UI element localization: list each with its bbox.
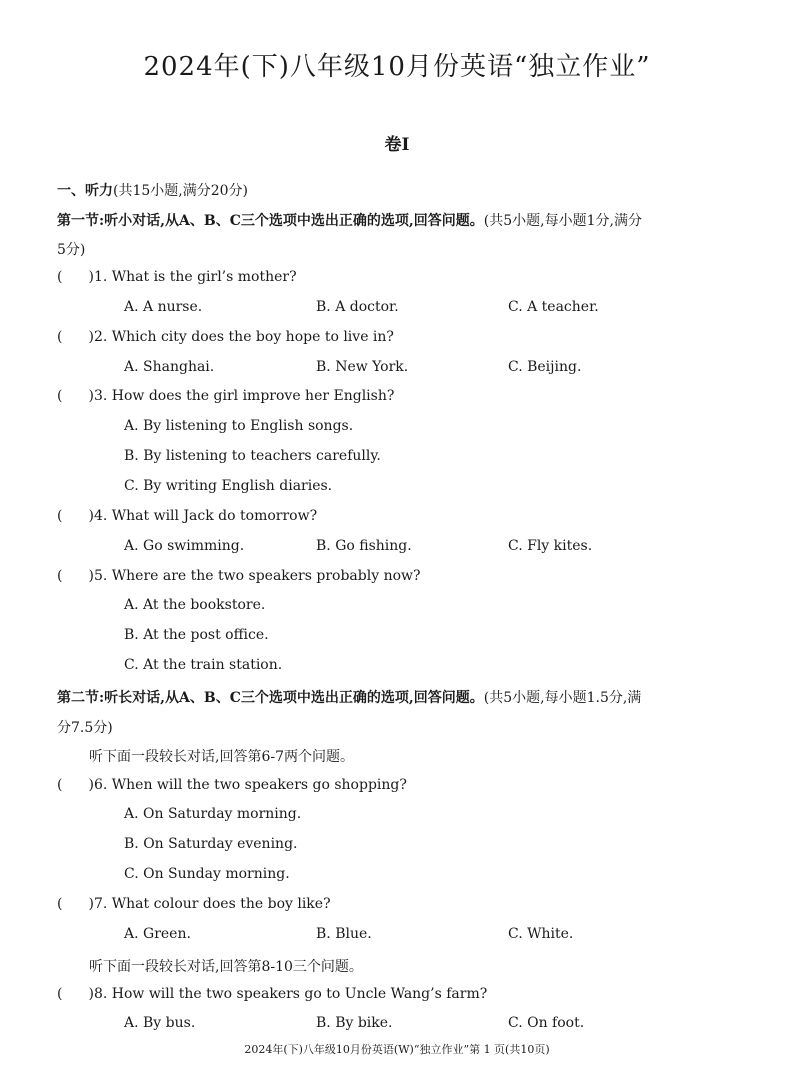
option-c: C. On foot. xyxy=(508,1015,585,1031)
question-number: 3. xyxy=(93,388,108,404)
question-number: 5. xyxy=(93,568,108,584)
option-c: C. At the train station. xyxy=(124,657,283,673)
option-c: C. A teacher. xyxy=(508,299,599,315)
answer-blank-close: ) xyxy=(88,508,94,524)
answer-blank-close: ) xyxy=(88,329,94,345)
part1-note-cont: 5分) xyxy=(57,242,86,258)
option-b: B. At the post office. xyxy=(124,627,269,643)
option-b: B. On Saturday evening. xyxy=(124,836,298,852)
option-c: C. Fly kites. xyxy=(508,538,593,554)
option-b: B. A doctor. xyxy=(316,299,399,315)
option-a: A. Shanghai. xyxy=(124,359,215,375)
option-b: B. Blue. xyxy=(316,926,372,942)
option-a: A. On Saturday morning. xyxy=(124,806,302,822)
option-a: A. By bus. xyxy=(124,1015,196,1031)
option-b: B. New York. xyxy=(316,359,409,375)
question-text: How does the girl improve her English? xyxy=(111,388,395,404)
part1-note: (共5小题,每小题1分,满分 xyxy=(483,213,642,229)
question-row xyxy=(57,568,421,584)
question-row xyxy=(57,777,407,793)
option-c: C. On Sunday morning. xyxy=(124,866,290,882)
listening-instruction: 听下面一段较长对话,回答第6-7两个问题。 xyxy=(89,749,354,765)
question-number: 6. xyxy=(93,777,108,793)
option-c: C. Beijing. xyxy=(508,359,582,375)
option-b: B. Go fishing. xyxy=(316,538,412,554)
option-b: B. By bike. xyxy=(316,1015,393,1031)
answer-blank-close: ) xyxy=(88,896,94,912)
answer-blank-open: ( xyxy=(57,777,63,793)
answer-blank-open: ( xyxy=(57,568,63,584)
question-text: How will the two speakers go to Uncle Wang’s farm? xyxy=(111,986,488,1002)
volume-label: 卷Ⅰ xyxy=(384,135,410,155)
question-text: Where are the two speakers probably now? xyxy=(111,568,421,584)
answer-blank-open: ( xyxy=(57,986,63,1002)
part2-note-cont: 分7.5分) xyxy=(57,720,113,736)
option-a: A. By listening to English songs. xyxy=(124,418,354,434)
answer-blank-open: ( xyxy=(57,896,63,912)
question-text: Which city does the boy hope to live in? xyxy=(111,329,394,345)
section-title: 一、听力 xyxy=(57,183,113,199)
answer-blank-close: ) xyxy=(88,986,94,1002)
option-a: A. A nurse. xyxy=(124,299,203,315)
question-text: What will Jack do tomorrow? xyxy=(111,508,318,524)
answer-blank-open: ( xyxy=(57,329,63,345)
part1-title: 第一节:听小对话,从A、B、C三个选项中选出正确的选项,回答问题。 xyxy=(57,213,484,229)
question-number: 8. xyxy=(93,986,108,1002)
answer-blank-open: ( xyxy=(57,269,63,285)
page-title: 2024年(下)八年级10月份英语“独立作业” xyxy=(143,52,651,82)
answer-blank-close: ) xyxy=(88,777,94,793)
question-row xyxy=(57,329,394,345)
option-c: C. White. xyxy=(508,926,574,942)
answer-blank-close: ) xyxy=(88,568,94,584)
question-number: 1. xyxy=(93,269,108,285)
question-number: 7. xyxy=(93,896,108,912)
option-a: A. Green. xyxy=(124,926,191,942)
question-text: What colour does the boy like? xyxy=(111,896,331,912)
section-heading xyxy=(57,180,248,200)
section-note: (共15小题,满分20分) xyxy=(113,183,249,199)
part2-note: (共5小题,每小题1.5分,满 xyxy=(483,690,642,706)
option-c: C. By writing English diaries. xyxy=(124,478,333,494)
option-a: A. Go swimming. xyxy=(124,538,245,554)
answer-blank-open: ( xyxy=(57,388,63,404)
question-number: 4. xyxy=(93,508,108,524)
part2-title: 第二节:听长对话,从A、B、C三个选项中选出正确的选项,回答问题。 xyxy=(57,690,484,706)
option-a: A. At the bookstore. xyxy=(124,597,266,613)
question-row xyxy=(57,986,487,1002)
question-text: What is the girl’s mother? xyxy=(111,269,297,285)
option-b: B. By listening to teachers carefully. xyxy=(124,448,381,464)
question-row xyxy=(57,388,394,404)
listening-instruction: 听下面一段较长对话,回答第8-10三个问题。 xyxy=(89,959,363,975)
answer-blank-open: ( xyxy=(57,508,63,524)
question-number: 2. xyxy=(93,329,108,345)
answer-blank-close: ) xyxy=(88,388,94,404)
part-heading xyxy=(57,210,642,230)
answer-blank-close: ) xyxy=(88,269,94,285)
question-row xyxy=(57,896,331,912)
part-heading xyxy=(57,687,641,707)
page-footer: 2024年(下)八年级10月份英语(W)“独立作业”第 1 页(共10页) xyxy=(244,1043,550,1056)
question-row xyxy=(57,508,317,524)
question-text: When will the two speakers go shopping? xyxy=(111,777,407,793)
question-row xyxy=(57,269,297,285)
